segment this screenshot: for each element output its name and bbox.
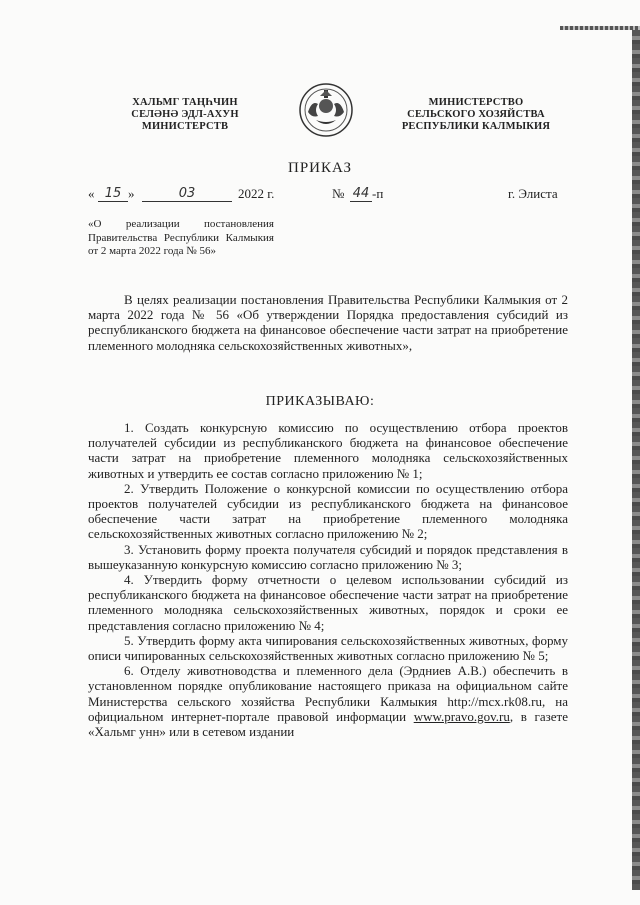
date-open-quote: « <box>88 186 95 201</box>
preamble <box>88 292 568 353</box>
header-left-line-1: ХАЛЬМГ ТАҢҺЧИН <box>132 97 238 108</box>
header-right-line-1: МИНИСТЕРСТВО <box>428 97 524 108</box>
order-word: ПРИКАЗЫВАЮ: <box>265 394 375 409</box>
order-item-3: 3. Установить форму проекта получателя субсидий и порядок представления в вышеуказанную конкурсную комиссию согласно приложению № 3; <box>88 541 568 572</box>
date-year: 2022 г. <box>238 186 275 201</box>
header-kalmyk-ministry <box>120 97 250 133</box>
order-item-1: 1. Создать конкурсную комиссию по осуществлению отбора проектов получателей субсидии из республиканского бюджета на финансовое обеспечение части затрат на приобретение племенного молодняка сельскохозяйственных животных и утвердить ее состав согласно приложению № 1; <box>88 420 568 481</box>
city: г. Элиста <box>508 186 558 201</box>
preamble-text: В целях реализации постановления Правительства Республики Калмыкия от 2 марта 2022 года № 56 «Об утверждении Порядка предоставления субсидий из республиканского бюджета на финансовое обеспечение части затрат на приобретение племенного молодняка сельскохозяйственных животных», <box>88 292 568 353</box>
number-label: № <box>332 186 345 201</box>
order-item-5: 5. Утвердить форму акта чипирования сельскохозяйственных животных, форму описи чипированных сельскохозяйственных животных согласно приложению № 5; <box>88 632 568 664</box>
number-suffix: -п <box>372 186 384 201</box>
scan-edge-right <box>632 30 640 890</box>
order-item-6 <box>88 663 568 739</box>
header-right-line-3: РЕСПУБЛИКИ КАЛМЫКИЯ <box>401 121 551 132</box>
document-subject: «О реализации постановления Правительства Республики Калмыкия от 2 марта 2022 года № 56» <box>88 218 274 257</box>
date-close-quote: » <box>128 186 135 201</box>
scan-edge-top <box>560 26 640 30</box>
date-day: 15 <box>98 186 128 202</box>
header-left-line-2: СЕЛӘНӘ ЭДЛ-АХУН <box>131 109 239 120</box>
pravo-link[interactable]: www.pravo.gov.ru <box>413 708 510 724</box>
kalmykia-coat-of-arms-icon <box>298 82 354 138</box>
date-month: 03 <box>142 186 232 202</box>
date-number-line <box>88 186 568 204</box>
header-left-line-3: МИНИСТЕРСТВ <box>141 121 229 132</box>
header-right-line-2: СЕЛЬСКОГО ХОЗЯЙСТВА <box>407 109 545 120</box>
order-item-2: 2. Утвердить Положение о конкурсной комиссии по осуществлению отбора проектов получателей субсидии из республиканского бюджета на финансовое обеспечение части затрат на приобретение племенного молодняка сельскохозяйственных животных согласно приложению № 2; <box>88 480 568 542</box>
order-item-4: 4. Утвердить форму отчетности о целевом использовании субсидий из республиканского бюджета на финансовое обеспечение части затрат на приобретение племенного молодняка сельскохозяйственных животных, порядок и сроки ее представления согласно приложению № 4; <box>88 572 568 633</box>
document-title: ПРИКАЗ <box>288 160 352 176</box>
order-items <box>88 420 568 739</box>
order-item-6-text: 6. Отделу животноводства и племенного дела (Эрдниев А.В.) обеспечить в установленном порядке опубликование настоящего приказа на официальном сайте Министерства сельского хозяйства Республики Калмыкия http://mcx.rk08.ru, на официальном интернет-портале правовой информации <box>88 663 568 724</box>
header-ministry-of-agriculture <box>396 97 556 133</box>
number-value: 44 <box>350 186 372 202</box>
order-item-6-tail: , в газете «Хальмг унн» или в сетевом издании <box>88 708 568 740</box>
